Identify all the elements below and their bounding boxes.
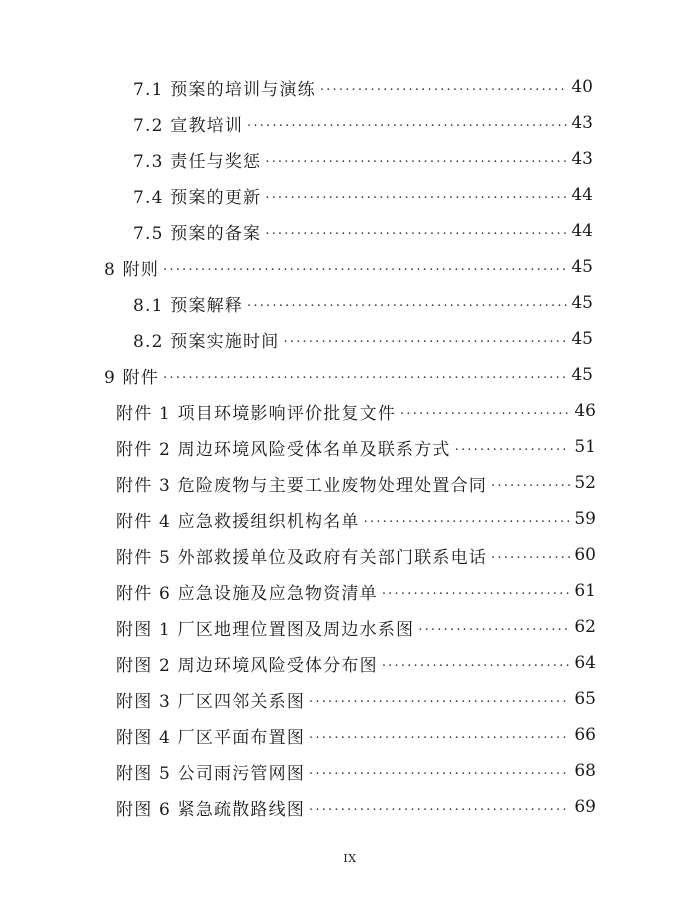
- toc-entry[interactable]: [116, 538, 596, 572]
- toc-leader-dots: [265, 149, 567, 169]
- toc-entry[interactable]: [133, 106, 593, 140]
- toc-entry-title: 8.1 预案解释: [133, 295, 244, 316]
- toc-leader-dots: [163, 257, 567, 277]
- toc-entry[interactable]: [116, 682, 596, 716]
- toc-entry-title: 附图 1 厂区地理位置图及周边水系图: [116, 619, 415, 640]
- toc-leader-dots: [163, 365, 567, 385]
- toc-entry-page: 60: [574, 545, 596, 565]
- toc-leader-dots: [400, 401, 570, 421]
- toc-entry-page: 68: [574, 761, 596, 781]
- toc-entry-title: 7.2 宣教培训: [133, 115, 244, 136]
- toc-entry[interactable]: [104, 250, 593, 284]
- toc-entry[interactable]: [133, 178, 593, 212]
- toc-entry-page: 44: [571, 185, 593, 205]
- toc-entry[interactable]: [116, 466, 596, 500]
- toc-leader-dots: [382, 653, 571, 673]
- toc-leader-dots: [309, 725, 570, 745]
- toc-entry[interactable]: [116, 502, 596, 536]
- toc-leader-dots: [320, 77, 568, 97]
- toc-leader-dots: [247, 113, 567, 133]
- toc-entry-title: 附件 2 周边环境风险受体名单及联系方式: [116, 439, 451, 460]
- toc-entry-title: 附件 3 危险废物与主要工业废物处理处置合同: [116, 475, 488, 496]
- toc-entry[interactable]: [116, 430, 596, 464]
- toc-entry-title: 7.5 预案的备案: [133, 223, 262, 244]
- toc-entry-title: 附图 6 紧急疏散路线图: [116, 799, 306, 820]
- toc-entry-title: 附图 4 厂区平面布置图: [116, 727, 306, 748]
- toc-entry-page: 62: [574, 617, 596, 637]
- toc-entry-page: 43: [571, 149, 593, 169]
- toc-entry[interactable]: [133, 70, 593, 104]
- toc-entry-title: 7.4 预案的更新: [133, 187, 262, 208]
- toc-leader-dots: [309, 797, 570, 817]
- toc-entry-title: 附图 3 厂区四邻关系图: [116, 691, 306, 712]
- toc-entry[interactable]: [133, 286, 593, 320]
- toc-entry-page: 40: [571, 77, 593, 97]
- toc-entry[interactable]: [133, 322, 593, 356]
- page-number-footer: IX: [343, 852, 357, 865]
- toc-entry-title: 附件 4 应急救援组织机构名单: [116, 511, 360, 532]
- toc-entry-title: 附图 2 周边环境风险受体分布图: [116, 655, 378, 676]
- toc-entry[interactable]: [116, 754, 596, 788]
- toc-entry-page: 43: [571, 113, 593, 133]
- toc-entry-page: 44: [571, 221, 593, 241]
- toc-entry-title: 8 附则: [104, 259, 160, 280]
- toc-leader-dots: [247, 293, 567, 313]
- toc-leader-dots: [309, 761, 570, 781]
- toc-entry[interactable]: [116, 718, 596, 752]
- toc-entry[interactable]: [116, 394, 596, 428]
- toc-leader-dots: [364, 509, 571, 529]
- toc-leader-dots: [309, 689, 570, 709]
- toc-entry[interactable]: [116, 574, 596, 608]
- toc-entry-page: 65: [574, 689, 596, 709]
- toc-entry-page: 66: [574, 725, 596, 745]
- toc-entry-page: 64: [574, 653, 596, 673]
- toc-entry[interactable]: [133, 214, 593, 248]
- toc-entry-title: 7.1 预案的培训与演练: [133, 79, 316, 100]
- toc-entry-page: 61: [574, 581, 596, 601]
- toc-entry-page: 45: [571, 257, 593, 277]
- toc-entry[interactable]: [116, 646, 596, 680]
- toc-entry-page: 69: [574, 797, 596, 817]
- toc-entry-title: 7.3 责任与奖惩: [133, 151, 262, 172]
- toc-entry[interactable]: [116, 610, 596, 644]
- toc-entry-title: 9 附件: [104, 367, 160, 388]
- toc-entry-page: 45: [571, 329, 593, 349]
- toc-leader-dots: [491, 545, 570, 565]
- toc-leader-dots: [283, 329, 567, 349]
- toc-entry-page: 52: [574, 473, 596, 493]
- toc-entry-page: 45: [571, 365, 593, 385]
- toc-entry-title: 附图 5 公司雨污管网图: [116, 763, 306, 784]
- toc-entry-title: 8.2 预案实施时间: [133, 331, 280, 352]
- toc-entry[interactable]: [104, 358, 593, 392]
- toc-entry[interactable]: [133, 142, 593, 176]
- toc-entry-page: 45: [571, 293, 593, 313]
- toc-leader-dots: [265, 221, 567, 241]
- toc-leader-dots: [382, 581, 571, 601]
- toc-leader-dots: [455, 437, 571, 457]
- toc-entry[interactable]: [116, 790, 596, 824]
- toc-leader-dots: [491, 473, 570, 493]
- toc-entry-page: 51: [574, 437, 596, 457]
- toc-leader-dots: [265, 185, 567, 205]
- toc-entry-page: 59: [574, 509, 596, 529]
- toc-entry-title: 附件 5 外部救援单位及政府有关部门联系电话: [116, 547, 488, 568]
- toc-entry-page: 46: [574, 401, 596, 421]
- toc-entry-title: 附件 6 应急设施及应急物资清单: [116, 583, 378, 604]
- toc-entry-title: 附件 1 项目环境影响评价批复文件: [116, 403, 397, 424]
- toc-leader-dots: [418, 617, 570, 637]
